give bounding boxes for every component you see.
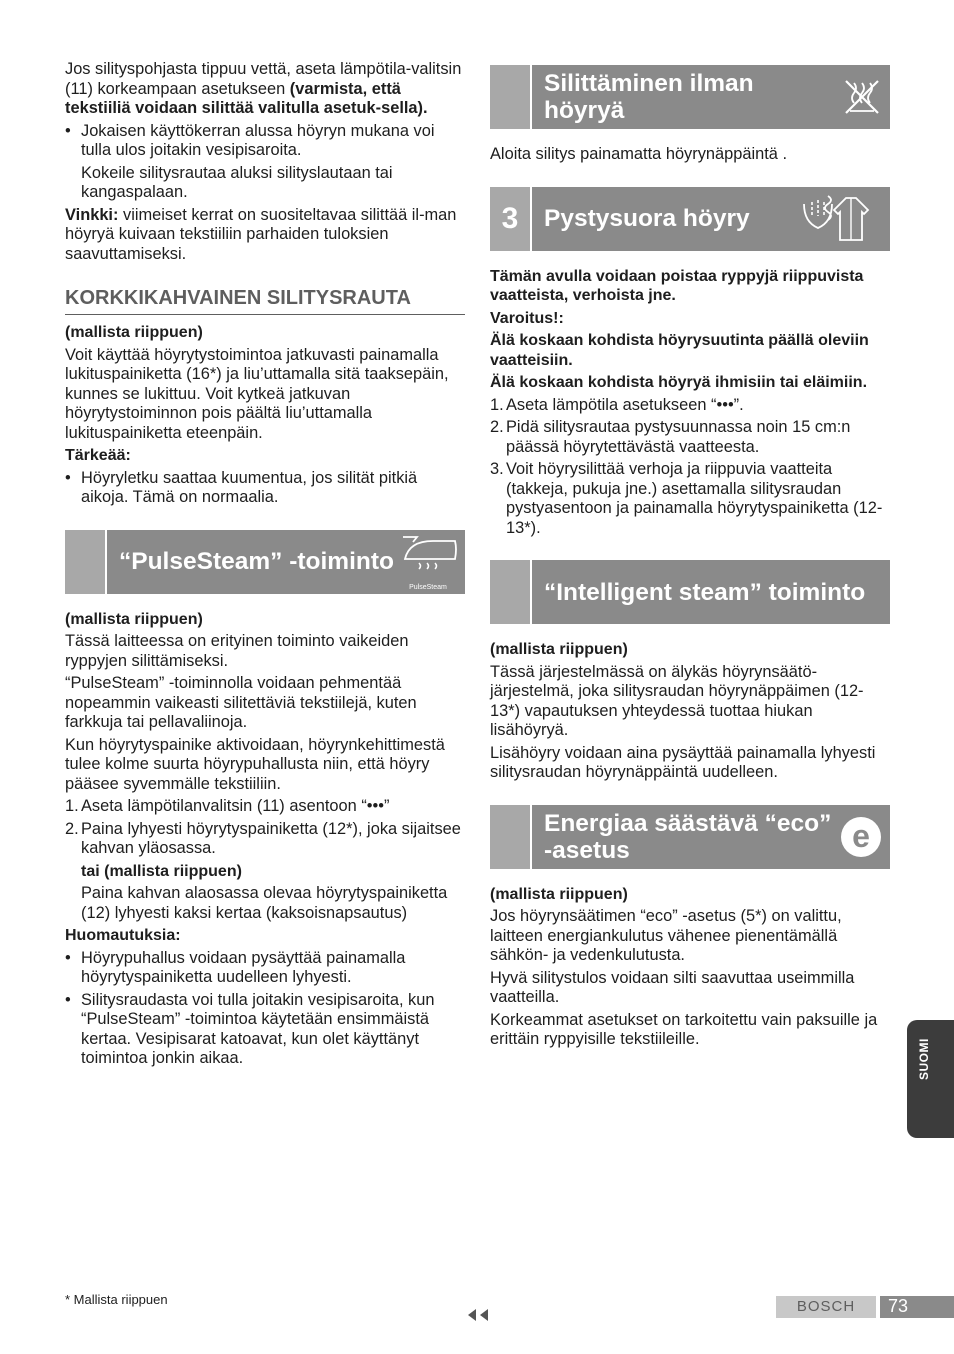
language-label: SUOMI [917, 1038, 931, 1080]
model-note: (mallista riippuen) [490, 885, 628, 903]
warning-label: Varoitus!: [490, 309, 564, 327]
banner-tab [490, 65, 532, 129]
vertical-steam-banner [490, 187, 890, 251]
pulse-paragraph-1: Tässä laitteessa on erityinen toiminto vaikeiden ryppyjen silittämiseksi. [65, 632, 409, 670]
or-model-note: tai (mallista riippuen) [81, 862, 242, 880]
page-number: 73 [880, 1296, 954, 1318]
warning-1: Älä koskaan kohdista höyrysuutinta päällä oleviin vaatteisiin. [490, 332, 869, 369]
intro-bullet-continuation: Kokeile silitysrautaa aluksi silityslautaan tai kangaspalaan. [81, 163, 393, 201]
language-tab [907, 1020, 954, 1138]
pulse-paragraph-2: “PulseSteam” -toiminnolla voidaan pehmentää nopeammin vaikeasti silitettäviä tekstiilejä, kuten farkkuja tai pellavaliinoja. [65, 674, 417, 731]
banner-title: “PulseSteam” -toiminto [119, 548, 394, 575]
banner-title: Silittäminen ilman höyryä [544, 70, 754, 124]
left-column [65, 60, 465, 1072]
eco-banner [490, 805, 890, 869]
intelligent-steam-banner [490, 560, 890, 624]
banner-tab [490, 560, 532, 624]
tip-paragraph: Vinkki: viimeiset kerrat on suositeltavaa silittää il-man höyryä kuivaan tekstiiliin parhaiden tuloksien saavuttamiseksi. [65, 205, 457, 263]
banner-title: Pystysuora höyry [544, 205, 750, 232]
intro-paragraph: Jos silityspohjasta tippuu vettä, aseta lämpötila-valitsin (11) korkeampaan asetukseen (varmista, että tekstiiliä voidaan silittää valitulla asetuk-sella). [65, 60, 462, 117]
banner-title: Energiaa säästävä “eco” -asetus [544, 809, 832, 864]
model-note: (mallista riippuen) [490, 641, 628, 658]
eco-icon-letter: e [852, 817, 870, 854]
intro-bullets [65, 122, 465, 161]
pulsesteam-banner [65, 530, 465, 594]
intelligent-paragraph-2: Lisähöyry voidaan aina pysäyttää painamalla lyhyesti silitysraudan höyrynäppäintä uudelleen. [490, 743, 876, 781]
pulsesteam-icon-label: PulseSteam [409, 583, 447, 591]
eco-paragraph-2: Hyvä silitystulos voidaan silti saavuttaa useimmilla vaatteilla. [490, 968, 855, 1006]
vertical-steam-icon [798, 187, 890, 251]
eco-icon [838, 805, 890, 869]
korkki-bullets [65, 469, 465, 508]
intelligent-paragraph-1: Tässä järjestelmässä on älykäs höyrynsäätö-järjestelmä, joka silitysraudan höyrynäppäimen (12-13*) vapautuksen yhteydessä tuottaa hiukan lisähöyryä. [490, 662, 864, 739]
right-column [490, 60, 890, 1053]
korkki-paragraph: Voit käyttää höyrytystoimintoa jatkuvasti painamalla lukituspainiketta (16*) ja liu’uttamalla sitä taaksepäin, kunnes se lukittuu. Voit kytkeä jatkuvan höyrytystoiminnon pois päältä liu’uttamalla lukituspainiketta eteenpäin. [65, 345, 449, 442]
list-item: • Jokaisen käyttökerran alussa höyryn mukana voi tulla ulos joitakin vesipisaroita. [65, 122, 465, 161]
pulsesteam-iron-icon [397, 530, 465, 594]
nosteam-banner [490, 65, 890, 129]
banner-title: “Intelligent steam” toiminto [544, 578, 866, 606]
list-item: • Höyrypuhallus voidaan pysäyttää painamalla höyrytyspainiketta uudelleen lyhyesti. [65, 949, 465, 988]
important-label: Tärkeää: [65, 447, 131, 464]
model-note: (mallista riippuen) [65, 610, 203, 628]
list-item: • Silitysraudasta voi tulla joitakin vesipisaroita, kun “PulseSteam” -toimintoa käytetään ensimmäistä kertaa. Vesipisarat katoavat, kun olet käyttänyt toimintoa jonkin aikaa. [65, 991, 465, 1069]
brand-label: BOSCH [776, 1296, 876, 1318]
eco-paragraph-3: Korkeammat asetukset on tarkoitettu vain paksuille ja erittäin ryppyisille tekstiileille. [490, 1010, 878, 1048]
pulse-steps [65, 797, 465, 859]
banner-tab-number: 3 [490, 187, 532, 251]
list-item: 2. Pidä silitysrautaa pystysuunnassa noin 15 cm:n päässä höyrytettävästä vaatteesta. [490, 418, 851, 456]
notes-label: Huomautuksia: [65, 927, 181, 944]
model-note: (mallista riippuen) [65, 324, 203, 341]
no-steam-icon [840, 65, 890, 129]
list-item: 2. Paina lyhyesti höyrytyspainiketta (12*), joka sijaitsee kahvan yläosassa. [65, 819, 461, 857]
list-item: 1. Aseta lämpötilanvalitsin (11) asentoon “•••” [65, 797, 390, 815]
banner-tab [490, 805, 532, 869]
eco-paragraph-1: Jos höyrynsäätimen “eco” -asetus (5*) on valittu, laitteen energiankulutus vähenee pienentämällä sähkön- ja vedenkulutusta. [490, 907, 842, 964]
warning-2: Älä koskaan kohdista höyryä ihmisiin tai eläimiin. [490, 374, 868, 391]
korkki-heading: KORKKIKAHVAINEN SILITYSRAUTA [65, 286, 465, 315]
list-item: • Höyryletku saattaa kuumentua, jos silität pitkiä aikoja. Tämä on normaalia. [65, 469, 465, 508]
list-item: 3. Voit höyrysilittää verhoja ja riippuvia vaatteita (takkeja, pukuja jne.) asettamalla silitysraudan pystyasentoon ja painamalla höyrytyspainiketta (12-13*). [490, 460, 883, 537]
list-item: 1. Aseta lämpötila asetukseen “•••”. [490, 395, 744, 414]
banner-tab [65, 530, 107, 594]
footnote: * Mallista riippuen [65, 1292, 168, 1307]
pulse-notes [65, 949, 465, 1069]
nosteam-paragraph: Aloita silitys painamatta höyrynäppäintä . [490, 145, 788, 163]
back-arrows-icon[interactable] [466, 1308, 492, 1328]
vertical-intro: Tämän avulla voidaan poistaa ryppyjä riippuvista vaatteista, verhoista jne. [490, 267, 864, 304]
pulse-paragraph-3: Kun höyrytyspainike aktivoidaan, höyrynkehittimestä tulee kolme suurta höyrypuhallusta niin, että höyry pääsee syvemmälle tekstiiliin. [65, 735, 445, 793]
vertical-steps [490, 396, 890, 539]
pulse-step-alt: Paina kahvan alaosassa olevaa höyrytyspainiketta (12) lyhyesti kaksi kertaa (kaksoisnapsautus) [81, 884, 448, 922]
